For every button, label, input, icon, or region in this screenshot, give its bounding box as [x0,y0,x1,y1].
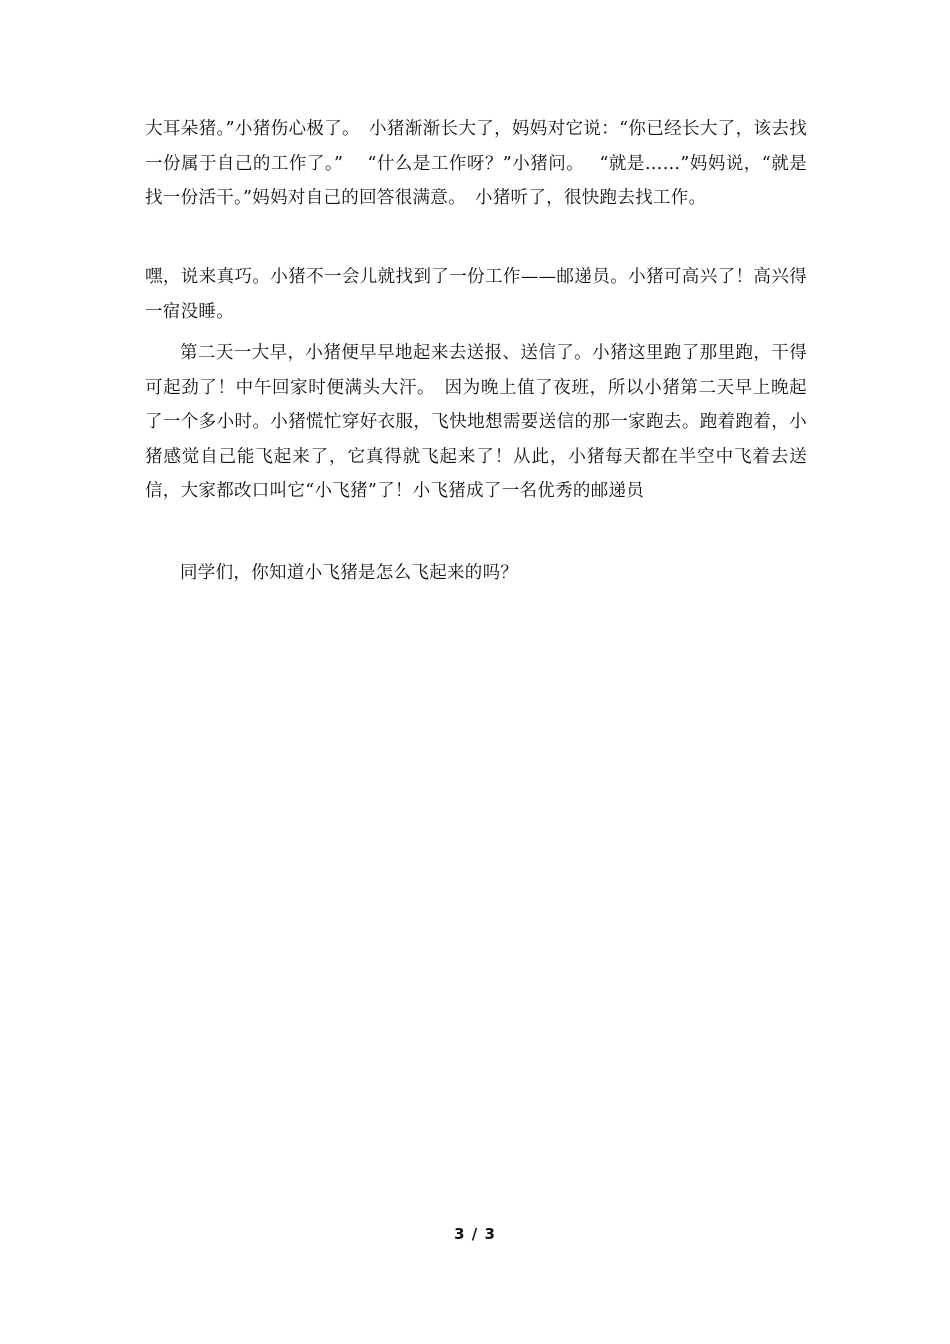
story-paragraph-2: 嘿，说来真巧。小猪不一会儿就找到了一份工作——邮递员。小猪可高兴了！高兴得一宿没睡。 [145,267,807,322]
story-paragraph-1: 大耳朵猪。”小猪伤心极了。 小猪渐渐长大了，妈妈对它说：“你已经长大了，该去找一份属于自己的工作了。” “什么是工作呀？”小猪问。 “就是……”妈妈说，“就是找一份活干。”妈妈对自己的回答很满意。 小猪听了，很快跑去找工作。 [145,119,807,208]
question-paragraph: 同学们，你知道小飞猪是怎么飞起来的吗？ [180,563,519,583]
page-number: 3 / 3 [454,1225,496,1243]
story-paragraph-3: 第二天一大早，小猪便早早地起来去送报、送信了。小猪这里跑了那里跑，干得可起劲了！中午回家时便满头大汗。 因为晚上值了夜班，所以小猪第二天早上晚起了一个多小时。小猪慌忙穿好衣服，飞快地想需要送信的那一家跑去。跑着跑着，小猪感觉自己能飞起来了，它真得就飞起来了！从此，小猪每天都在半空中飞着去送信，大家都改口叫它“小飞猪”了！小飞猪成了一名优秀的邮递员 [145,343,807,501]
